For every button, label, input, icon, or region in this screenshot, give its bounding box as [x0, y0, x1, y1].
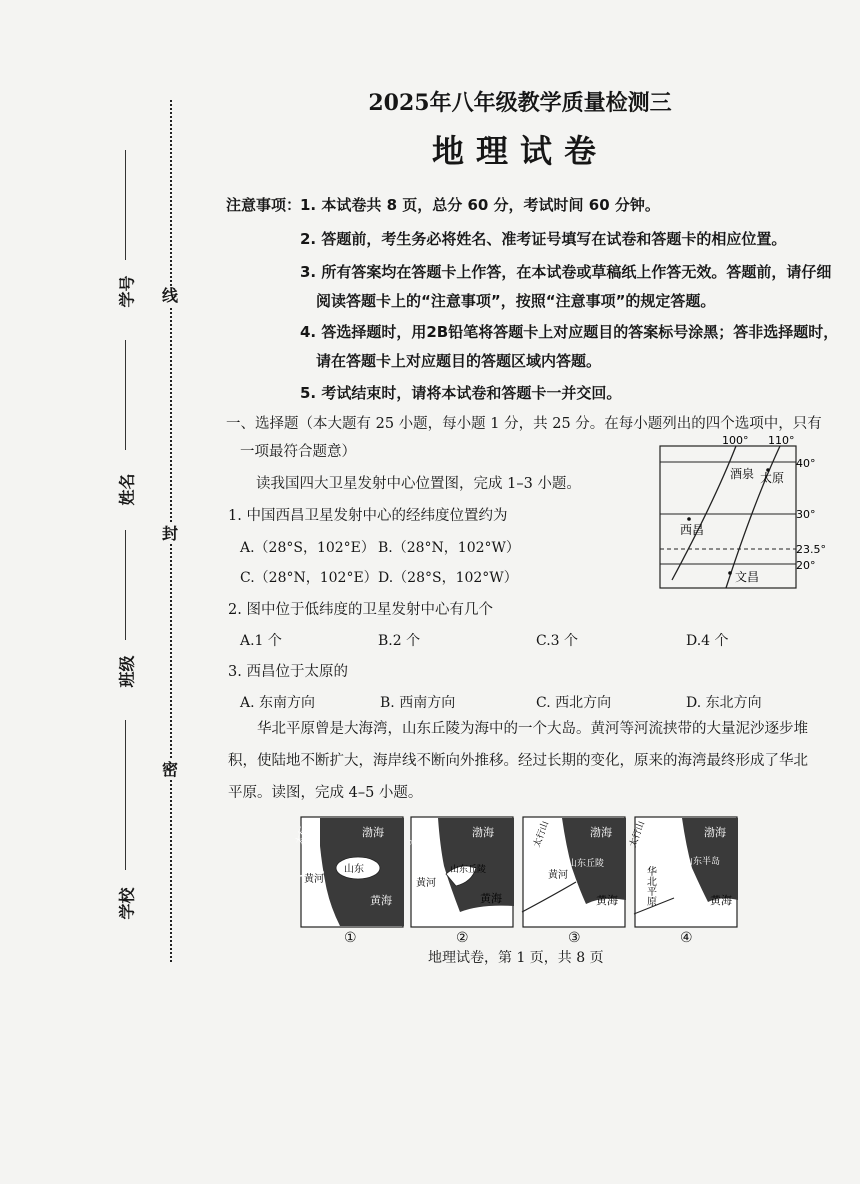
q1-option-a: A.（28°S，102°E） [240, 540, 375, 556]
site-xichang: 西昌 [680, 523, 705, 537]
shandong-hills-label: 山东丘陵 [450, 865, 487, 875]
exam-title: 2025年八年级教学质量检测三 [368, 90, 672, 116]
bind-char-line: 线 [161, 286, 178, 305]
lon-label-110: 110° [768, 434, 795, 447]
coast-map-label-4: ④ [680, 930, 693, 946]
lat-label-40: 40° [796, 457, 816, 470]
note-5: 5. 考试结束时，请将本试卷和答题卡一并交回。 [300, 384, 622, 402]
bohai-label: 渤海 [362, 826, 384, 839]
shandong-hills-label: 山东丘陵 [568, 859, 605, 869]
lat-label-30: 30° [796, 508, 816, 521]
huanghai-label: 黄海 [596, 894, 618, 907]
note-4: 4. 答选择题时，用2B铅笔将答题卡上对应题目的答案标号涂黑；答非选择题时， [300, 323, 839, 341]
section1-heading-cont: 一项最符合题意） [240, 444, 356, 460]
page-footer: 地理试卷，第 1 页，共 8 页 [428, 950, 604, 966]
q3-stem: 3. 西昌位于太原的 [228, 664, 348, 680]
coast-map-2 [410, 816, 514, 928]
subject-title: 地理试卷 [431, 132, 608, 170]
class-blank [125, 530, 126, 640]
school-label: 学校 [117, 887, 137, 920]
launch-center-map [650, 432, 830, 594]
taihang-label: 太行山 [532, 819, 552, 849]
note-4-cont: 请在答题卡上对应题目的答题区域内答题。 [316, 352, 602, 370]
q3-option-b: B. 西南方向 [380, 695, 456, 711]
q3-option-d: D. 东北方向 [686, 695, 762, 711]
lon-label-100: 100° [722, 434, 749, 447]
note-2: 2. 答题前，考生务必将姓名、准考证号填写在试卷和答题卡的相应位置。 [300, 230, 787, 248]
q3-option-a: A. 东南方向 [240, 695, 316, 711]
coast-map-label-1: ① [344, 930, 357, 946]
huanghai-label: 黄海 [710, 894, 732, 907]
taihang-label: 太行山 [628, 819, 648, 849]
class-label: 班级 [117, 655, 137, 688]
huanghe-label: 黄河 [304, 874, 324, 885]
shandong-label: 山东 [344, 864, 364, 875]
coast-map-label-3: ③ [568, 930, 581, 946]
q2-option-c: C.3 个 [536, 633, 579, 649]
note-3-cont: 阅读答题卡上的“注意事项”，按照“注意事项”的规定答题。 [316, 292, 716, 310]
notes-label: 注意事项： [226, 196, 302, 214]
q1-option-b: B.（28°N，102°W） [378, 540, 520, 556]
section1-heading: 一、选择题（本大题有 25 小题，每小题 1 分，共 25 分。在每小题列出的四个选项中，只有 [226, 416, 822, 432]
huanghai-label: 黄海 [480, 892, 502, 905]
coast-map-3 [522, 816, 626, 928]
bohai-label: 渤海 [472, 826, 494, 839]
note-3: 3. 所有答案均在答题卡上作答，在本试卷或草稿纸上作答无效。答题前，请仔细 [300, 263, 832, 281]
section1-intro: 读我国四大卫星发射中心位置图，完成 1–3 小题。 [256, 476, 581, 492]
huanghai-label: 黄海 [370, 894, 392, 907]
coast-map-4 [628, 816, 738, 928]
q1-option-c: C.（28°N，102°E） [240, 570, 378, 586]
lat-label-23-5: 23.5° [796, 543, 826, 556]
taihang-label: 太行山 [294, 817, 314, 847]
bohai-label: 渤海 [590, 826, 612, 839]
name-blank [125, 340, 126, 450]
site-jiuquan: 酒泉 [730, 467, 755, 481]
bind-char-seal: 封 [161, 524, 178, 543]
coast-map-1 [294, 816, 404, 928]
q3-option-c: C. 西北方向 [536, 695, 612, 711]
student-id-label: 学号 [117, 275, 137, 308]
site-xichang-dot [687, 517, 691, 521]
passage-line-1: 华北平原曾是大海湾，山东丘陵为海中的一个大岛。黄河等河流挟带的大量泥沙逐步堆 [257, 721, 808, 737]
q2-option-a: A.1 个 [240, 633, 282, 649]
site-wenchang: 文昌 [735, 570, 760, 584]
q1-stem: 1. 中国西昌卫星发射中心的经纬度位置约为 [228, 508, 508, 524]
passage-line-3: 平原。读图，完成 4–5 小题。 [228, 785, 423, 801]
huanghe-label: 黄河 [416, 878, 436, 889]
site-wenchang-dot [728, 571, 732, 575]
north-china-plain-label: 华北平原 [644, 866, 656, 906]
q2-stem: 2. 图中位于低纬度的卫星发射中心有几个 [228, 602, 493, 618]
q2-option-d: D.4 个 [686, 633, 729, 649]
huanghe-label: 黄河 [548, 870, 568, 881]
name-label: 姓名 [117, 473, 137, 506]
q2-option-b: B.2 个 [378, 633, 421, 649]
bind-char-secret: 密 [161, 760, 178, 779]
taihang-label: 太行山 [408, 819, 428, 849]
coast-map-label-2: ② [456, 930, 469, 946]
q1-option-d: D.（28°S，102°W） [378, 570, 518, 586]
shandong-peninsula-label: 山东半岛 [684, 857, 721, 867]
note-1: 1. 本试卷共 8 页，总分 60 分，考试时间 60 分钟。 [300, 196, 660, 214]
site-taiyuan: 太原 [760, 471, 785, 485]
lat-label-20: 20° [796, 559, 816, 572]
student-id-blank [125, 150, 126, 260]
passage-line-2: 积，使陆地不断扩大，海岸线不断向外推移。经过长期的变化，原来的海湾最终形成了华北 [228, 753, 808, 769]
school-blank [125, 720, 126, 870]
bohai-label: 渤海 [704, 826, 726, 839]
